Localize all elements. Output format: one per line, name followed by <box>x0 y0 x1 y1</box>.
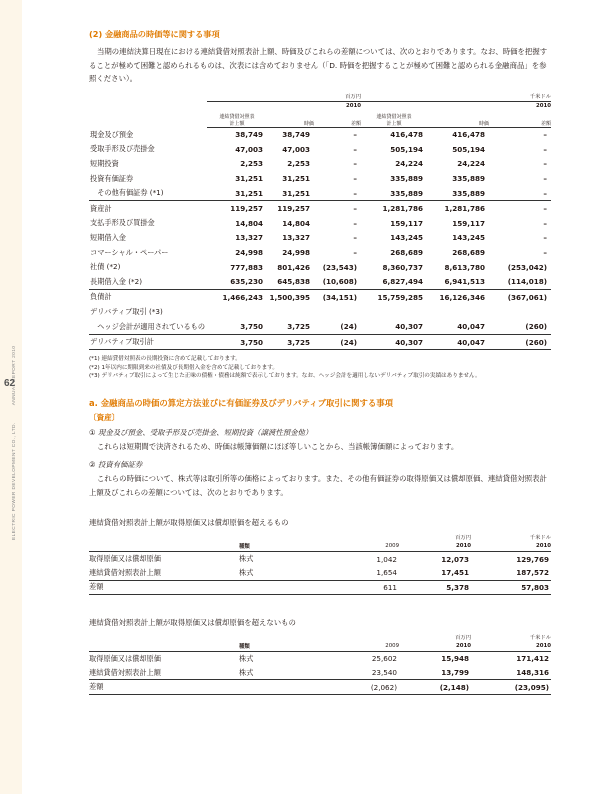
cell-value: 31,251 <box>282 188 310 198</box>
row-label: ヘッジ会計が適用されているもの <box>90 321 206 331</box>
cell-value: (367,061) <box>489 290 551 305</box>
t2-unit-yen: 百万円 <box>455 534 471 541</box>
cell-value: 505,194 <box>452 144 485 154</box>
cell-value: 57,803 <box>471 580 551 595</box>
cell-value: (24) <box>340 322 357 332</box>
table-row <box>89 245 551 260</box>
cell-value: 24,998 <box>282 248 310 258</box>
cell-value: 268,689 <box>390 248 423 258</box>
table-row <box>89 666 551 680</box>
row-type: 株式 <box>239 667 254 677</box>
cell-value: 1,281,786 <box>361 201 427 216</box>
table-row <box>89 290 551 305</box>
section-title: (2) 金融商品の時価等に関する事項 <box>89 29 220 39</box>
cell-value: (23,543) <box>322 262 357 272</box>
cell-value: 13,327 <box>235 233 263 243</box>
cell-value: 40,047 <box>427 334 489 350</box>
cell-value: – <box>353 174 357 184</box>
cell-value: 40,307 <box>361 334 427 350</box>
row-label: デリバティブ取引計 <box>89 334 207 350</box>
cell-value: (10,608) <box>322 277 357 287</box>
cell-value: (2,148) <box>399 680 471 695</box>
table2-caption: 連結貸借対照表計上額が取得原価又は償却原価を超えるもの <box>89 518 289 528</box>
cell-value <box>489 305 551 320</box>
cell-value: (2,062) <box>335 680 399 695</box>
cell-value <box>207 305 267 320</box>
t3-unit-usd: 千米ドル <box>529 634 551 641</box>
cell-value: 47,003 <box>235 144 263 154</box>
cell-value: 2,253 <box>240 159 263 169</box>
cell-value <box>361 305 427 320</box>
cell-value: 635,230 <box>230 277 263 287</box>
cell-value: 335,889 <box>390 174 423 184</box>
row-type: 株式 <box>239 653 254 663</box>
cell-value: (114,018) <box>507 277 547 287</box>
table2-block <box>89 517 551 595</box>
table-row <box>89 334 551 350</box>
cell-value: – <box>353 218 357 228</box>
note-1: (*1) 連結貸借対照表の長期投資に含めて記載しております。 <box>89 356 241 363</box>
cell-value: 31,251 <box>282 174 310 184</box>
t2-h-2010u: 2010 <box>471 541 551 552</box>
t2-h-2009: 2009 <box>335 541 399 552</box>
cell-value: – <box>543 248 547 258</box>
cell-value: (260) <box>525 322 547 332</box>
cell-value: 16,126,346 <box>427 290 489 305</box>
cell-value: 31,251 <box>235 188 263 198</box>
cell-value: – <box>543 174 547 184</box>
cell-value: 143,245 <box>452 233 485 243</box>
table-row <box>89 201 551 216</box>
header-fv-yen: 時価 <box>267 111 314 128</box>
row-type: 株式 <box>239 567 254 577</box>
cell-value <box>427 305 489 320</box>
company-name: ELECTRIC POWER DEVELOPMENT CO., LTD. <box>12 422 17 540</box>
cell-value: 335,889 <box>390 188 423 198</box>
cell-value: 25,602 <box>371 654 397 664</box>
cell-value: 17,451 <box>441 568 469 578</box>
header-diff-usd: 差額 <box>489 111 551 128</box>
cell-value: 777,883 <box>230 262 263 272</box>
note-2: (*2) 1年以内に期限到来の社債及び長期借入金を含めて記載しております。 <box>89 364 279 371</box>
cell-value: – <box>353 159 357 169</box>
note-3: (*3) デリバティブ取引によって生じた正味の債権・債務は純額で表示しております。なお、ヘッジ会計を適用しないデリバティブ取引の実績はありません。 <box>89 373 481 380</box>
side-caption <box>12 346 17 540</box>
row-label: 短期投資 <box>90 158 119 168</box>
cell-value: 416,478 <box>452 130 485 140</box>
row-type <box>239 580 335 595</box>
cell-value: 159,117 <box>390 218 423 228</box>
t3-h-2010u: 2010 <box>471 641 551 652</box>
cell-value <box>267 305 314 320</box>
row-label: デリバティブ取引 (*3) <box>90 306 163 316</box>
header-fv-usd: 時価 <box>427 111 489 128</box>
cell-value: – <box>353 188 357 198</box>
table3 <box>89 632 551 695</box>
table-row <box>89 652 551 666</box>
cell-value: 505,194 <box>390 144 423 154</box>
cell-value: – <box>353 130 357 140</box>
table-row <box>89 260 551 275</box>
header-row <box>89 111 551 128</box>
cell-value: 2,253 <box>287 159 310 169</box>
table2 <box>89 532 551 595</box>
cell-value: (23,095) <box>471 680 551 695</box>
cell-value: 6,941,513 <box>444 277 485 287</box>
row-label: コマーシャル・ペーパー <box>90 247 169 257</box>
cell-value: (34,151) <box>314 290 361 305</box>
row-label: その他有価証券 (*1) <box>90 188 164 198</box>
table3-block <box>89 617 551 695</box>
row-label: 取得原価又は償却原価 <box>89 554 161 564</box>
cell-value: 143,245 <box>390 233 423 243</box>
cell-value: 8,360,737 <box>382 262 423 272</box>
unit-row <box>89 92 551 102</box>
cell-value: 5,378 <box>399 580 471 595</box>
section-a <box>89 397 551 500</box>
cell-value: – <box>543 218 547 228</box>
row-type <box>239 680 335 695</box>
cell-value: 15,759,285 <box>361 290 427 305</box>
cell-value: 416,478 <box>390 130 423 140</box>
cell-value: 8,613,780 <box>444 262 485 272</box>
cell-value: 13,799 <box>441 668 469 678</box>
row-label: 資産計 <box>89 201 207 216</box>
cell-value: 119,257 <box>267 201 314 216</box>
table-row <box>89 274 551 289</box>
cell-value: 268,689 <box>452 248 485 258</box>
cell-value: (24) <box>314 334 361 350</box>
table-row <box>89 186 551 201</box>
row-label: 社債 (*2) <box>90 262 121 272</box>
cell-value: 335,889 <box>452 188 485 198</box>
header-bs-yen: 連結貸借対照表 計上額 <box>207 111 267 128</box>
table-row <box>89 319 551 334</box>
row-type: 株式 <box>239 554 254 564</box>
main-content <box>89 29 551 695</box>
row-label: 長期借入金 (*2) <box>90 276 142 286</box>
t3-unit-yen: 百万円 <box>455 634 471 641</box>
cell-value: 3,750 <box>207 334 267 350</box>
cell-value: (260) <box>489 334 551 350</box>
cell-value: 801,426 <box>277 262 310 272</box>
cell-value: 38,749 <box>282 130 310 140</box>
row-label: 短期借入金 <box>90 232 126 242</box>
row-label: 差額 <box>89 680 239 695</box>
margin-band <box>0 0 22 794</box>
row-label: 負債計 <box>89 290 207 305</box>
t2-h-2010: 2010 <box>399 541 471 552</box>
year-row <box>89 101 551 111</box>
cell-value: 40,047 <box>457 322 485 332</box>
cell-value: – <box>353 233 357 243</box>
t2-unit-usd: 千米ドル <box>529 534 551 541</box>
table-row <box>89 142 551 157</box>
cell-value: 1,500,395 <box>267 290 314 305</box>
row-label: 受取手形及び売掛金 <box>90 144 155 154</box>
cell-value: 12,073 <box>441 554 469 564</box>
row-label: 連結貸借対照表計上額 <box>89 667 161 677</box>
table-row <box>89 157 551 172</box>
fair-value-table <box>89 92 551 351</box>
page-number: 62 <box>4 378 16 389</box>
section-paragraph: 当期の連結決算日現在における連結貸借対照表計上額、時価及びこれらの差額については、次のとおりであります。なお、時価を把握することが極めて困難と認められるものは、次表には含めておりません（「D. 時価を把握することが極めて困難と認められる金融商品」を参照ください）。 <box>89 47 548 83</box>
row-label: 差額 <box>89 580 239 595</box>
table-row <box>89 231 551 246</box>
section-a-title: a. 金融商品の時価の算定方法並びに有価証券及びデリバティブ取引に関する事項 <box>89 397 393 408</box>
cell-value: – <box>543 188 547 198</box>
cell-value: – <box>543 159 547 169</box>
assets-label: 〔資産〕 <box>89 412 120 422</box>
table3-caption: 連結貸借対照表計上額が取得原価又は償却原価を超えないもの <box>89 618 296 628</box>
cell-value: 1,042 <box>376 554 397 564</box>
table-row <box>89 552 551 566</box>
cell-value: 6,827,494 <box>382 277 423 287</box>
cell-value: 187,572 <box>516 568 549 578</box>
cell-value: 15,948 <box>441 654 469 664</box>
year-yen: 2010 <box>314 101 361 111</box>
table-row <box>89 566 551 580</box>
cell-value: 14,804 <box>235 218 263 228</box>
cell-value: 129,769 <box>516 554 549 564</box>
cell-value: 611 <box>335 580 399 595</box>
t2-h-type: 種類 <box>239 541 335 552</box>
row-label: 支払手形及び買掛金 <box>90 218 155 228</box>
header-bs-usd: 連結貸借対照表 計上額 <box>361 111 427 128</box>
cell-value: 1,654 <box>376 568 397 578</box>
cell-value: – <box>489 201 551 216</box>
table-row <box>89 580 551 595</box>
cell-value: 38,749 <box>235 130 263 140</box>
t3-h-2009: 2009 <box>335 641 399 652</box>
cell-value: 31,251 <box>235 174 263 184</box>
cell-value: 47,003 <box>282 144 310 154</box>
cell-value: 3,725 <box>267 334 314 350</box>
cell-value: 119,257 <box>207 201 267 216</box>
table-notes <box>89 355 551 381</box>
table-row <box>89 171 551 186</box>
cell-value <box>314 305 361 320</box>
cell-value: – <box>543 144 547 154</box>
cell-value: 40,307 <box>395 322 423 332</box>
header-diff-yen: 差額 <box>314 111 361 128</box>
cell-value: 148,316 <box>516 668 549 678</box>
cell-value: 171,412 <box>516 654 549 664</box>
cell-value: – <box>543 130 547 140</box>
cell-value: 24,998 <box>235 248 263 258</box>
unit-usd: 千米ドル <box>529 94 551 100</box>
row-label: 現金及び預金 <box>90 129 134 139</box>
item1-text: これらは短期間で決済されるため、時価は帳簿価額にほぼ等しいことから、当該帳簿価額によっております。 <box>97 441 459 451</box>
table-row <box>89 216 551 231</box>
item2-text: これらの時価について、株式等は取引所等の価格によっております。また、その他有価証券の取得原価又は償却原価、連結貸借対照表計上額及びこれらの差額については、次のとおりであります。 <box>89 474 547 497</box>
row-label: 連結貸借対照表計上額 <box>89 567 161 577</box>
cell-value: (253,042) <box>507 262 547 272</box>
cell-value: 13,327 <box>282 233 310 243</box>
year-usd: 2010 <box>489 101 551 111</box>
cell-value: 24,224 <box>395 159 423 169</box>
unit-yen: 百万円 <box>345 94 361 100</box>
cell-value: 159,117 <box>452 218 485 228</box>
t3-h-type: 種類 <box>239 641 335 652</box>
item1-title: ① 現金及び預金、受取手形及び売掛金、短期投資（譲渡性預金他） <box>89 427 313 437</box>
cell-value: 1,281,786 <box>427 201 489 216</box>
cell-value: 24,224 <box>457 159 485 169</box>
table-row <box>89 680 551 695</box>
cell-value: 335,889 <box>452 174 485 184</box>
cell-value: – <box>314 201 361 216</box>
cell-value: 1,466,243 <box>207 290 267 305</box>
row-label: 取得原価又は償却原価 <box>89 653 161 663</box>
row-label: 投資有価証券 <box>90 173 134 183</box>
table-row <box>89 305 551 320</box>
cell-value: – <box>353 248 357 258</box>
cell-value: 3,725 <box>287 322 310 332</box>
item2-title: ② 投資有価証券 <box>89 460 143 470</box>
table-row <box>89 127 551 142</box>
t3-h-2010: 2010 <box>399 641 471 652</box>
cell-value: 645,838 <box>277 277 310 287</box>
cell-value: 14,804 <box>282 218 310 228</box>
cell-value: – <box>353 144 357 154</box>
cell-value: 3,750 <box>240 322 263 332</box>
cell-value: 23,540 <box>371 668 397 678</box>
cell-value: – <box>543 233 547 243</box>
report-name: ANNUAL REPORT 2010 <box>12 345 17 406</box>
